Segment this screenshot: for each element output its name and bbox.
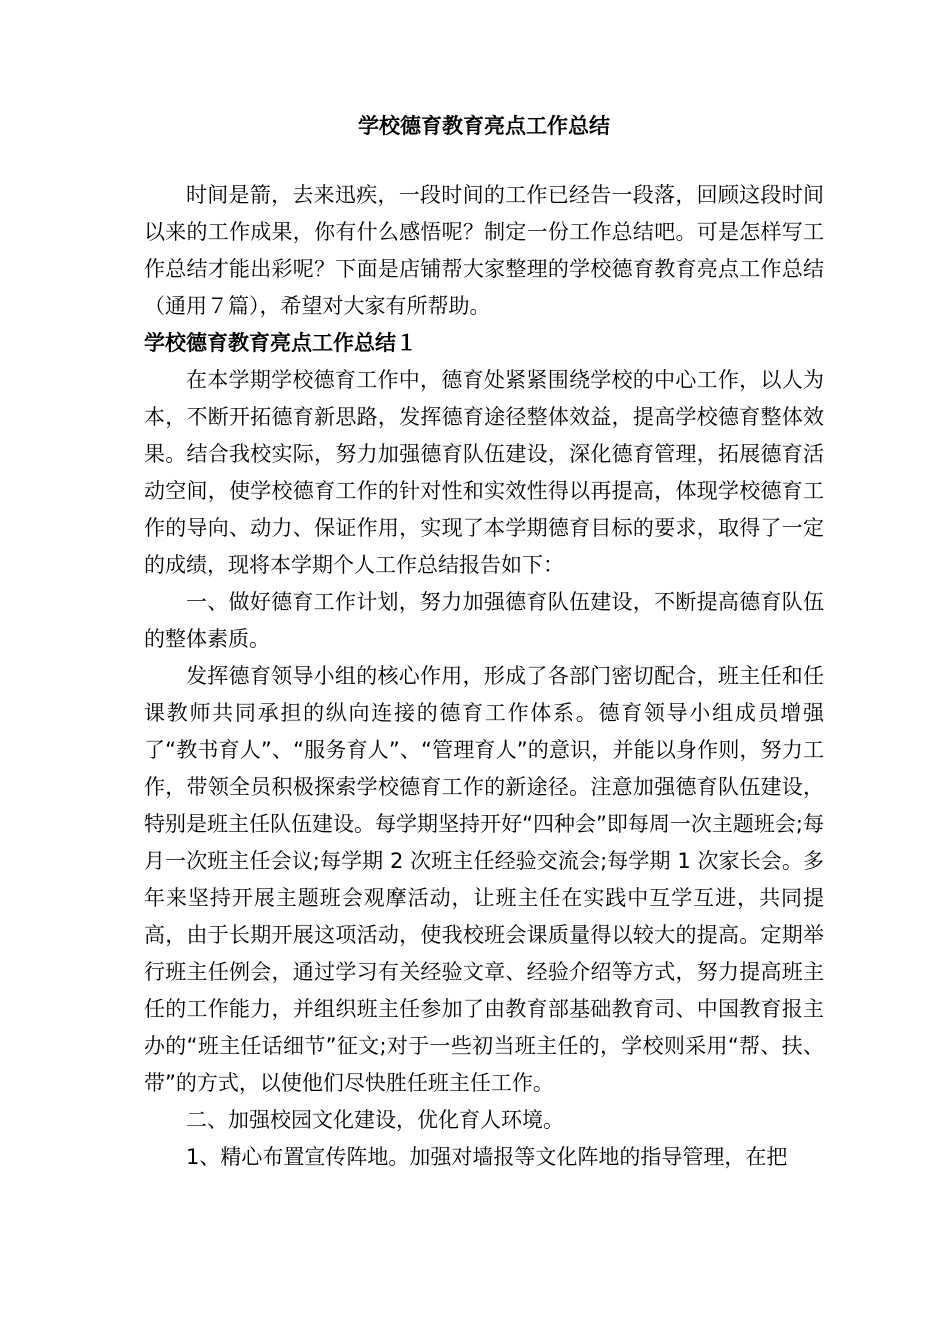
- body-paragraph: 一、做好德育工作计划，努力加强德育队伍建设，不断提高德育队伍的整体素质。: [144, 590, 824, 651]
- body-paragraph: 发挥德育领导小组的核心作用，形成了各部门密切配合，班主任和任课教师共同承担的纵向连接的德育工作体系。德育领导小组成员增强了“教书育人”、“服务育人”、“管理育人”的意识，并能以身作则，努力工作，带领全员积极探索学校德育工作的新途径。注意加强德育队伍建设，特别是班主任队伍建设。每学期坚持开好“四种会”即每周一次主题班会;每月一次班主任会议;每学期 2 次班主任经验交流会;每学期 1 次家长会。多年来坚持开展主题班会观摩活动，让班主任在实践中互学互进，共同提高，由于长期开展这项活动，使我校班会课质量得以较大的提高。定期举行班主任例会，通过学习有关经验文章、经验介绍等方式，努力提高班主任的工作能力，并组织班主任参加了由教育部基础教育司、中国教育报主办的“班主任话细节”征文;对于一些初当班主任的，学校则采用“帮、扶、带”的方式，以使他们尽快胜任班主任工作。: [144, 664, 824, 1095]
- document-page: [144, 108, 824, 1176]
- body-paragraph: 1、精心布置宣传阵地。加强对墙报等文化阵地的指导管理，在把: [186, 1145, 788, 1169]
- intro-paragraph: 时间是箭，去来迅疾，一段时间的工作已经告一段落，回顾这段时间以来的工作成果，你有什么感悟呢？制定一份工作总结吧。可是怎样写工作总结才能出彩呢？下面是店铺帮大家整理的学校德育教育亮点工作总结（通用７篇），希望对大家有所帮助。: [144, 183, 824, 318]
- document-title: 学校德育教育亮点工作总结: [358, 114, 610, 138]
- body-paragraph: 二、加强校园文化建设，优化育人环境。: [186, 1108, 564, 1132]
- section-heading: 学校德育教育亮点工作总结１: [144, 331, 417, 355]
- body-paragraph: 在本学期学校德育工作中，德育处紧紧围绕学校的中心工作，以人为本，不断开拓德育新思路，发挥德育途径整体效益，提高学校德育整体效果。结合我校实际，努力加强德育队伍建设，深化德育管理，拓展德育活动空间，使学校德育工作的针对性和实效性得以再提高，体现学校德育工作的导向、动力、保证作用，实现了本学期德育目标的要求，取得了一定的成绩，现将本学期个人工作总结报告如下：: [144, 368, 824, 577]
